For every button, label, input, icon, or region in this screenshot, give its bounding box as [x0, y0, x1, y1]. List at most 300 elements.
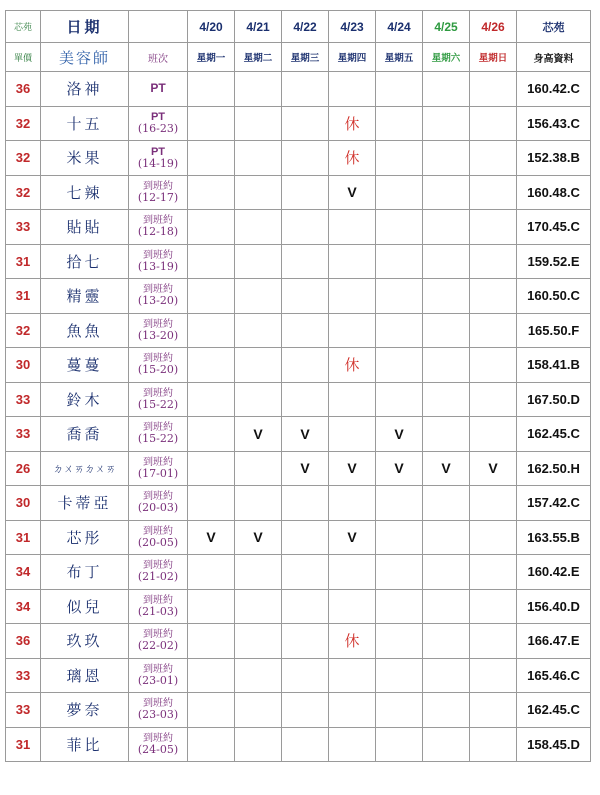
table-row [6, 244, 591, 279]
empty-day-cell [235, 382, 282, 417]
shift-cell [129, 106, 188, 141]
empty-day-cell [470, 279, 517, 314]
empty-day-cell [470, 589, 517, 624]
empty-day-cell [282, 175, 329, 210]
empty-day-cell [235, 141, 282, 176]
empty-day-cell [423, 486, 470, 521]
empty-day-cell [470, 693, 517, 728]
empty-day-cell [188, 624, 235, 659]
empty-day-cell [329, 693, 376, 728]
price-cell: 33 [6, 417, 41, 452]
shift-type: PT [150, 81, 166, 96]
shift-type: 到班約 [143, 249, 173, 261]
empty-day-cell [423, 658, 470, 693]
height-data: 162.45.C [517, 417, 591, 452]
table-row [6, 658, 591, 693]
empty-day-cell [376, 175, 423, 210]
empty-day-cell [329, 244, 376, 279]
empty-day-cell [376, 658, 423, 693]
shift-type: 到班約 [143, 698, 173, 710]
date-4-21: 4/21 [235, 11, 282, 43]
table-row [6, 313, 591, 348]
empty-day-cell [329, 555, 376, 590]
empty-day-cell [423, 106, 470, 141]
price-cell: 31 [6, 279, 41, 314]
price-cell: 31 [6, 727, 41, 762]
price-cell: 32 [6, 141, 41, 176]
shift-type: 到班約 [143, 215, 173, 227]
empty-day-cell [376, 624, 423, 659]
price-cell: 32 [6, 175, 41, 210]
empty-day-cell [235, 658, 282, 693]
empty-day-cell [470, 106, 517, 141]
shift-type: 到班約 [143, 456, 173, 468]
price-cell: 26 [6, 451, 41, 486]
empty-day-cell [470, 624, 517, 659]
empty-day-cell [376, 727, 423, 762]
table-row [6, 175, 591, 210]
beautician-name: 貼貼 [41, 210, 129, 245]
empty-day-cell [423, 279, 470, 314]
height-data: 165.46.C [517, 658, 591, 693]
shift-hours: (13-20) [137, 328, 179, 342]
table-row [6, 141, 591, 176]
empty-day-cell [188, 417, 235, 452]
on-duty-mark: V [235, 417, 282, 452]
on-duty-mark: V [282, 417, 329, 452]
empty-day-cell [376, 279, 423, 314]
empty-day-cell [235, 486, 282, 521]
empty-day-cell [423, 382, 470, 417]
price-cell: 33 [6, 693, 41, 728]
beautician-name: 魚魚 [41, 313, 129, 348]
empty-day-cell [282, 486, 329, 521]
empty-day-cell [376, 382, 423, 417]
table-row [6, 210, 591, 245]
table-row [6, 555, 591, 590]
empty-day-cell [423, 141, 470, 176]
shift-cell [129, 555, 188, 590]
weekday-mon: 星期一 [188, 43, 235, 72]
empty-day-cell [235, 175, 282, 210]
shift-hours: (23-01) [137, 673, 179, 687]
empty-day-cell [329, 382, 376, 417]
empty-day-cell [282, 279, 329, 314]
on-duty-mark: V [329, 175, 376, 210]
empty-day-cell [376, 244, 423, 279]
price-header: 單價 [6, 43, 41, 72]
shift-cell [129, 451, 188, 486]
height-data: 156.43.C [517, 106, 591, 141]
empty-day-cell [470, 520, 517, 555]
height-data: 158.41.B [517, 348, 591, 383]
shift-type: 到班約 [143, 525, 173, 537]
height-data: 166.47.E [517, 624, 591, 659]
empty-day-cell [423, 589, 470, 624]
price-cell: 31 [6, 520, 41, 555]
height-data: 160.42.E [517, 555, 591, 590]
empty-day-cell [235, 589, 282, 624]
date-4-25: 4/25 [423, 11, 470, 43]
price-cell: 31 [6, 244, 41, 279]
empty-day-cell [470, 175, 517, 210]
empty-day-cell [282, 210, 329, 245]
empty-day-cell [188, 451, 235, 486]
empty-day-cell [423, 175, 470, 210]
empty-day-cell [282, 520, 329, 555]
height-header: 身高資料 [517, 43, 591, 72]
beautician-name: ㄉㄨㄞㄉㄨㄞ [41, 451, 129, 486]
empty-day-cell [188, 382, 235, 417]
right-brand-label: 芯苑 [517, 11, 591, 43]
shift-hours: (20-03) [137, 501, 179, 515]
beautician-name: 拾七 [41, 244, 129, 279]
empty-day-cell [470, 382, 517, 417]
date-4-23: 4/23 [329, 11, 376, 43]
beautician-name: 玖玖 [41, 624, 129, 659]
empty-day-cell [235, 727, 282, 762]
shift-hours: (17-01) [137, 466, 179, 480]
empty-day-cell [235, 555, 282, 590]
empty-day-cell [188, 72, 235, 107]
shift-cell [129, 520, 188, 555]
empty-day-cell [470, 210, 517, 245]
day-off-mark: 休 [329, 141, 376, 176]
empty-day-cell [329, 313, 376, 348]
table-row [6, 624, 591, 659]
empty-day-cell [376, 72, 423, 107]
shift-type: 到班約 [143, 318, 173, 330]
date-4-22: 4/22 [282, 11, 329, 43]
empty-day-cell [423, 417, 470, 452]
header-blank-cell [129, 11, 188, 43]
empty-day-cell [423, 210, 470, 245]
shift-cell [129, 658, 188, 693]
on-duty-mark: V [329, 520, 376, 555]
shift-hours: (13-20) [137, 294, 179, 308]
empty-day-cell [376, 313, 423, 348]
table-row [6, 382, 591, 417]
beautician-name: 似兒 [41, 589, 129, 624]
empty-day-cell [282, 624, 329, 659]
on-duty-mark: V [376, 417, 423, 452]
shift-type: PT [150, 145, 166, 158]
shift-header: 班次 [129, 43, 188, 72]
empty-day-cell [470, 72, 517, 107]
height-data: 163.55.B [517, 520, 591, 555]
height-data: 156.40.D [517, 589, 591, 624]
shift-type: 到班約 [143, 284, 173, 296]
beautician-name: 璃恩 [41, 658, 129, 693]
height-data: 165.50.F [517, 313, 591, 348]
shift-type: 到班約 [143, 560, 173, 572]
empty-day-cell [470, 313, 517, 348]
shift-type: 到班約 [143, 491, 173, 503]
empty-day-cell [329, 727, 376, 762]
height-data: 160.48.C [517, 175, 591, 210]
empty-day-cell [329, 72, 376, 107]
price-cell: 30 [6, 486, 41, 521]
height-data: 167.50.D [517, 382, 591, 417]
height-data: 170.45.C [517, 210, 591, 245]
empty-day-cell [188, 555, 235, 590]
empty-day-cell [188, 658, 235, 693]
shift-type: 到班約 [143, 732, 173, 744]
price-cell: 32 [6, 313, 41, 348]
empty-day-cell [282, 141, 329, 176]
empty-day-cell [329, 210, 376, 245]
table-row [6, 348, 591, 383]
empty-day-cell [282, 313, 329, 348]
empty-day-cell [235, 244, 282, 279]
beautician-name: 夢奈 [41, 693, 129, 728]
empty-day-cell [423, 727, 470, 762]
table-row [6, 589, 591, 624]
shift-hours: (16-23) [137, 122, 179, 136]
on-duty-mark: V [470, 451, 517, 486]
brand-label: 芯苑 [6, 11, 41, 43]
table-row [6, 451, 591, 486]
shift-hours: (13-19) [137, 259, 179, 273]
empty-day-cell [235, 348, 282, 383]
empty-day-cell [188, 313, 235, 348]
empty-day-cell [282, 106, 329, 141]
date-4-26: 4/26 [470, 11, 517, 43]
shift-cell [129, 313, 188, 348]
shift-hours: (12-17) [137, 190, 179, 204]
beautician-name: 喬喬 [41, 417, 129, 452]
price-cell: 34 [6, 589, 41, 624]
empty-day-cell [235, 72, 282, 107]
empty-day-cell [423, 348, 470, 383]
beautician-name: 布丁 [41, 555, 129, 590]
empty-day-cell [376, 348, 423, 383]
empty-day-cell [188, 244, 235, 279]
on-duty-mark: V [376, 451, 423, 486]
height-data: 160.42.C [517, 72, 591, 107]
beautician-name: 卡蒂亞 [41, 486, 129, 521]
shift-hours: (20-05) [137, 535, 179, 549]
empty-day-cell [188, 348, 235, 383]
shift-type: PT [150, 111, 166, 124]
empty-day-cell [423, 72, 470, 107]
table-row [6, 279, 591, 314]
shift-cell [129, 486, 188, 521]
price-cell: 30 [6, 348, 41, 383]
shift-cell [129, 72, 188, 107]
empty-day-cell [282, 589, 329, 624]
empty-day-cell [470, 244, 517, 279]
height-data: 158.45.D [517, 727, 591, 762]
beautician-name: 蔓蔓 [41, 348, 129, 383]
date-4-24: 4/24 [376, 11, 423, 43]
height-data: 162.45.C [517, 693, 591, 728]
empty-day-cell [376, 520, 423, 555]
shift-hours: (14-19) [137, 156, 179, 170]
shift-hours: (15-22) [137, 432, 179, 446]
schedule-table [5, 10, 591, 762]
empty-day-cell [235, 451, 282, 486]
beautician-name: 米果 [41, 141, 129, 176]
price-cell: 33 [6, 210, 41, 245]
beautician-name: 精靈 [41, 279, 129, 314]
empty-day-cell [329, 279, 376, 314]
shift-type: 到班約 [143, 629, 173, 641]
shift-cell [129, 693, 188, 728]
empty-day-cell [329, 589, 376, 624]
empty-day-cell [423, 520, 470, 555]
empty-day-cell [329, 658, 376, 693]
empty-day-cell [188, 279, 235, 314]
shift-type: 到班約 [143, 663, 173, 675]
table-row [6, 417, 591, 452]
table-row [6, 693, 591, 728]
empty-day-cell [376, 693, 423, 728]
shift-type: 到班約 [143, 387, 173, 399]
empty-day-cell [376, 589, 423, 624]
shift-hours: (23-03) [137, 708, 179, 722]
shift-type: 到班約 [143, 353, 173, 365]
empty-day-cell [376, 486, 423, 521]
shift-hours: (15-20) [137, 363, 179, 377]
table-row [6, 72, 591, 107]
shift-hours: (21-02) [137, 570, 179, 584]
shift-cell [129, 175, 188, 210]
empty-day-cell [235, 210, 282, 245]
price-cell: 36 [6, 624, 41, 659]
shift-hours: (12-18) [137, 225, 179, 239]
shift-cell [129, 417, 188, 452]
weekday-fri: 星期五 [376, 43, 423, 72]
shift-hours: (22-02) [137, 639, 179, 653]
height-data: 152.38.B [517, 141, 591, 176]
height-data: 160.50.C [517, 279, 591, 314]
empty-day-cell [376, 141, 423, 176]
beautician-name: 洛神 [41, 72, 129, 107]
weekday-tue: 星期二 [235, 43, 282, 72]
empty-day-cell [188, 589, 235, 624]
empty-day-cell [235, 279, 282, 314]
on-duty-mark: V [282, 451, 329, 486]
height-data: 157.42.C [517, 486, 591, 521]
empty-day-cell [188, 727, 235, 762]
price-cell: 33 [6, 658, 41, 693]
weekday-wed: 星期三 [282, 43, 329, 72]
shift-type: 到班約 [143, 594, 173, 606]
empty-day-cell [188, 486, 235, 521]
height-data: 162.50.H [517, 451, 591, 486]
empty-day-cell [282, 658, 329, 693]
beautician-name: 十五 [41, 106, 129, 141]
shift-hours: (21-03) [137, 604, 179, 618]
shift-cell [129, 727, 188, 762]
empty-day-cell [470, 486, 517, 521]
empty-day-cell [329, 417, 376, 452]
price-cell: 33 [6, 382, 41, 417]
date-label: 日期 [41, 11, 129, 43]
weekday-sun: 星期日 [470, 43, 517, 72]
empty-day-cell [282, 244, 329, 279]
shift-type: 到班約 [143, 180, 173, 192]
on-duty-mark: V [329, 451, 376, 486]
day-off-mark: 休 [329, 348, 376, 383]
shift-hours: (24-05) [137, 742, 179, 756]
empty-day-cell [235, 624, 282, 659]
empty-day-cell [470, 727, 517, 762]
header-row-columns [6, 43, 591, 72]
empty-day-cell [188, 106, 235, 141]
empty-day-cell [282, 348, 329, 383]
empty-day-cell [329, 486, 376, 521]
empty-day-cell [470, 555, 517, 590]
beautician-name: 菲比 [41, 727, 129, 762]
empty-day-cell [282, 727, 329, 762]
empty-day-cell [423, 624, 470, 659]
empty-day-cell [235, 693, 282, 728]
empty-day-cell [282, 555, 329, 590]
shift-cell [129, 348, 188, 383]
shift-cell [129, 210, 188, 245]
schedule-sheet [5, 10, 591, 762]
shift-cell [129, 624, 188, 659]
price-cell: 36 [6, 72, 41, 107]
empty-day-cell [188, 141, 235, 176]
shift-hours: (15-22) [137, 397, 179, 411]
empty-day-cell [235, 313, 282, 348]
empty-day-cell [282, 382, 329, 417]
empty-day-cell [188, 210, 235, 245]
empty-day-cell [282, 72, 329, 107]
header-row-dates [6, 11, 591, 43]
empty-day-cell [376, 106, 423, 141]
weekday-thu: 星期四 [329, 43, 376, 72]
shift-type: 到班約 [143, 422, 173, 434]
empty-day-cell [423, 693, 470, 728]
name-header: 美容師 [41, 43, 129, 72]
empty-day-cell [423, 313, 470, 348]
on-duty-mark: V [423, 451, 470, 486]
beautician-name: 七辣 [41, 175, 129, 210]
empty-day-cell [423, 555, 470, 590]
empty-day-cell [188, 175, 235, 210]
empty-day-cell [423, 244, 470, 279]
shift-cell [129, 382, 188, 417]
shift-cell [129, 141, 188, 176]
table-row [6, 520, 591, 555]
date-4-20: 4/20 [188, 11, 235, 43]
day-off-mark: 休 [329, 106, 376, 141]
height-data: 159.52.E [517, 244, 591, 279]
empty-day-cell [470, 141, 517, 176]
empty-day-cell [376, 210, 423, 245]
shift-cell [129, 244, 188, 279]
shift-cell [129, 279, 188, 314]
shift-cell [129, 589, 188, 624]
on-duty-mark: V [235, 520, 282, 555]
empty-day-cell [282, 693, 329, 728]
beautician-name: 鈴木 [41, 382, 129, 417]
beautician-name: 芯彤 [41, 520, 129, 555]
empty-day-cell [470, 658, 517, 693]
weekday-sat: 星期六 [423, 43, 470, 72]
price-cell: 32 [6, 106, 41, 141]
empty-day-cell [235, 106, 282, 141]
on-duty-mark: V [188, 520, 235, 555]
table-row [6, 106, 591, 141]
price-cell: 34 [6, 555, 41, 590]
empty-day-cell [470, 417, 517, 452]
empty-day-cell [376, 555, 423, 590]
